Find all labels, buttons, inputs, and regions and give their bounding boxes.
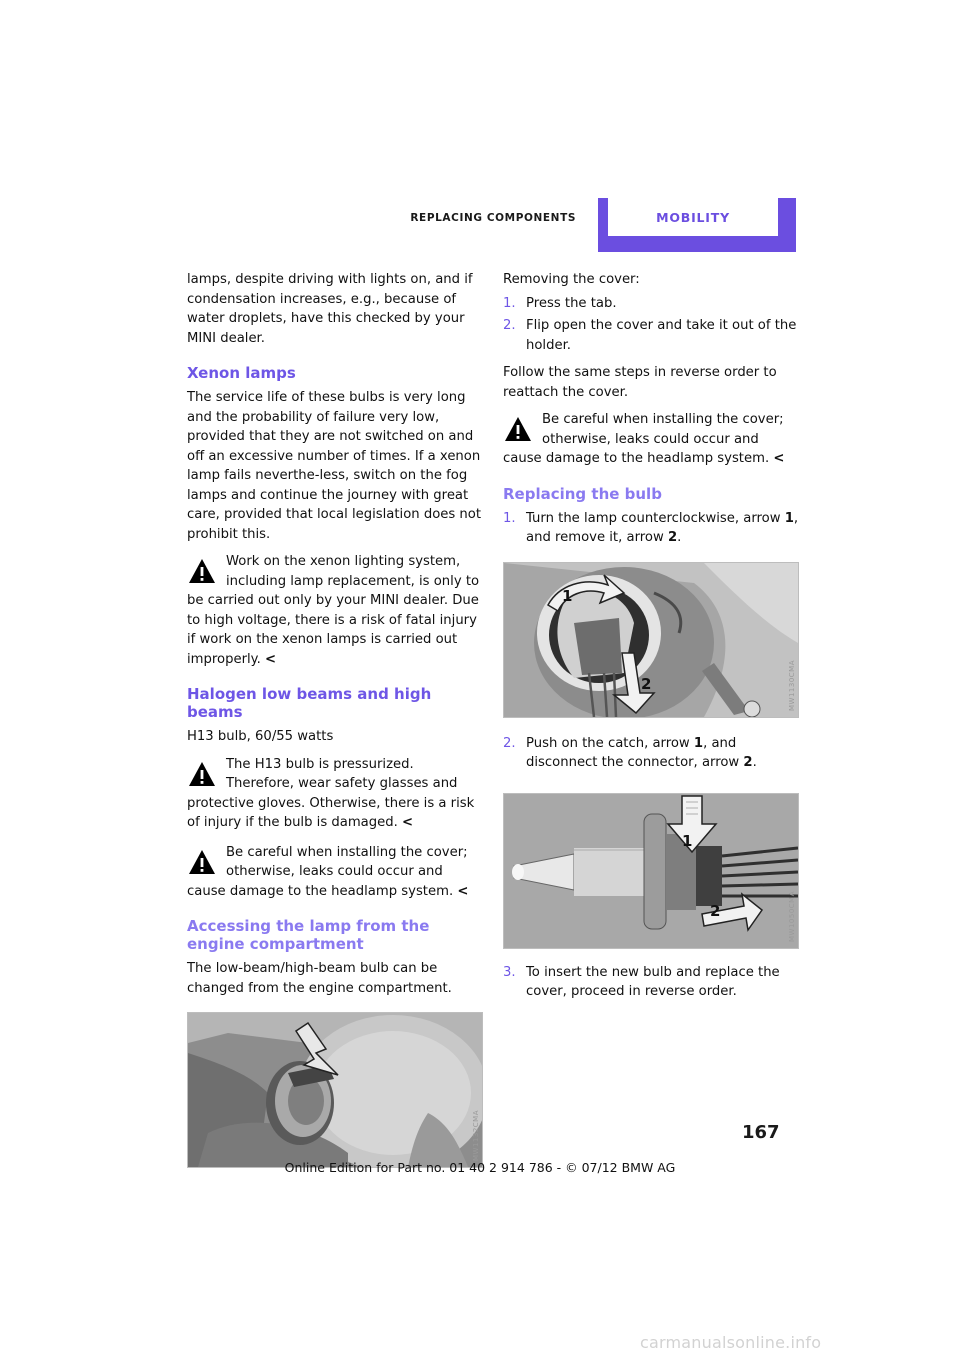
lamp-removal-illustration [504,563,798,717]
figure-code: MW1130CMA [788,659,796,711]
end-mark: < [264,651,277,667]
bulb-step-3 [503,963,799,1002]
figure-label-2: 2 [710,901,721,920]
step-text: Flip open the cover and take it out of the holder. [526,318,797,353]
access-heading: Accessing the lamp from the engine compartment [187,917,430,953]
step-number: 2. [503,735,516,751]
list-item [503,294,799,314]
halogen-heading: Halogen low beams and high beams [187,685,432,721]
engine-compartment-figure [187,1012,483,1168]
figure-code: MW1050CMA [788,890,796,942]
xenon-heading: Xenon lamps [187,364,296,382]
remove-intro: Removing the cover: [503,272,640,287]
access-paragraph: The low-beam/high-beam bulb can be changed from the engine compartment. [187,961,452,996]
step-text: To insert the new bulb and replace the cover, proceed in reverse order. [526,964,780,999]
watermark: carmanualsonline.info [640,1333,822,1352]
warning-text: Work on the xenon lighting system, including lamp replacement, is only to be carried out only by your MINI dealer. Due to high voltage, there is a risk of fatal injury if work on the xenon lamps is carried out improperly. [187,554,480,667]
list-item [503,509,799,548]
arrow-ref: 2 [667,530,678,545]
chapter-label: MOBILITY [608,198,778,236]
warning-triangle-icon [503,414,533,444]
halogen-warning-1 [187,755,483,833]
step-text: , and disconnect the connector, arrow [526,735,744,770]
arrow-ref: 1 [784,510,794,526]
step-text: Push on the catch, arrow [526,735,694,751]
figure-label-1: 1 [562,586,573,605]
warning-triangle-icon [187,759,217,789]
xenon-warning [187,552,483,669]
warning-text: Be careful when installing the cover; otherwise, leaks could occur and cause damage to the headlamp system. [187,844,468,899]
step-number: 3. [503,964,516,980]
warning-text: Be careful when installing the cover; otherwise, leaks could occur and cause damage to the headlamp system. [503,412,784,466]
connector-illustration [504,794,798,948]
bulb-step-2 [503,734,799,773]
reattach-paragraph: Follow the same steps in reverse order to reattach the cover. [503,365,777,400]
figure-label-2: 2 [641,674,652,693]
warning-triangle-icon [187,556,217,586]
step-text: . [752,755,757,770]
chapter-tab [598,198,796,252]
step-text: . [677,530,682,545]
step-text: Turn the lamp counterclockwise, arrow [526,510,785,526]
list-item [503,963,799,1002]
figure-label-1: 1 [682,831,693,850]
step-number: 1. [503,295,516,311]
arrow-ref: 2 [743,755,753,770]
bulb-step-1 [503,509,799,548]
engine-compartment-illustration [188,1013,482,1167]
halogen-warning-2 [187,843,483,902]
remove-steps [503,294,799,356]
end-mark: < [402,815,414,830]
halogen-spec: H13 bulb, 60/55 watts [187,729,334,744]
warning-text: The H13 bulb is pressurized. Therefore, wear safety glasses and protective gloves. Otherwise, there is a risk of injury if the bulb is damaged. [187,756,475,830]
xenon-paragraph: The service life of these bulbs is very long and the probability of failure very low, provided that they are not switched on and off an excessive number of times. If a xenon lamp fails neverthe-less, switch on the fog lamps and continue the journey with great care, provided that local legislation does not prohibit this. [187,390,482,542]
warning-triangle-icon [187,847,217,877]
step-text: Press the tab. [526,295,617,311]
right-column [503,270,799,1010]
left-column [187,270,483,1168]
footer-edition: Online Edition for Part no. 01 40 2 914 786 - © 07/12 BMW AG [284,1160,676,1175]
connector-figure [503,793,799,949]
section-header: REPLACING COMPONENTS [410,212,576,224]
lamp-removal-figure [503,562,799,718]
step-number: 1. [503,510,516,526]
arrow-ref: 1 [693,735,704,751]
figure-code: MW1132CMA [472,1110,480,1161]
list-item [503,316,799,355]
bulb-heading: Replacing the bulb [503,484,662,503]
list-item [503,734,799,773]
intro-paragraph: lamps, despite driving with lights on, and if condensation increases, e.g., because of water droplets, have this checked by your MINI dealer. [187,272,473,346]
step-text: , and remove it, arrow [526,510,799,545]
cover-warning [503,410,799,469]
end-mark: < [457,883,469,899]
end-mark: < [773,451,785,466]
page-number: 167 [742,1122,780,1143]
step-number: 2. [503,318,516,333]
